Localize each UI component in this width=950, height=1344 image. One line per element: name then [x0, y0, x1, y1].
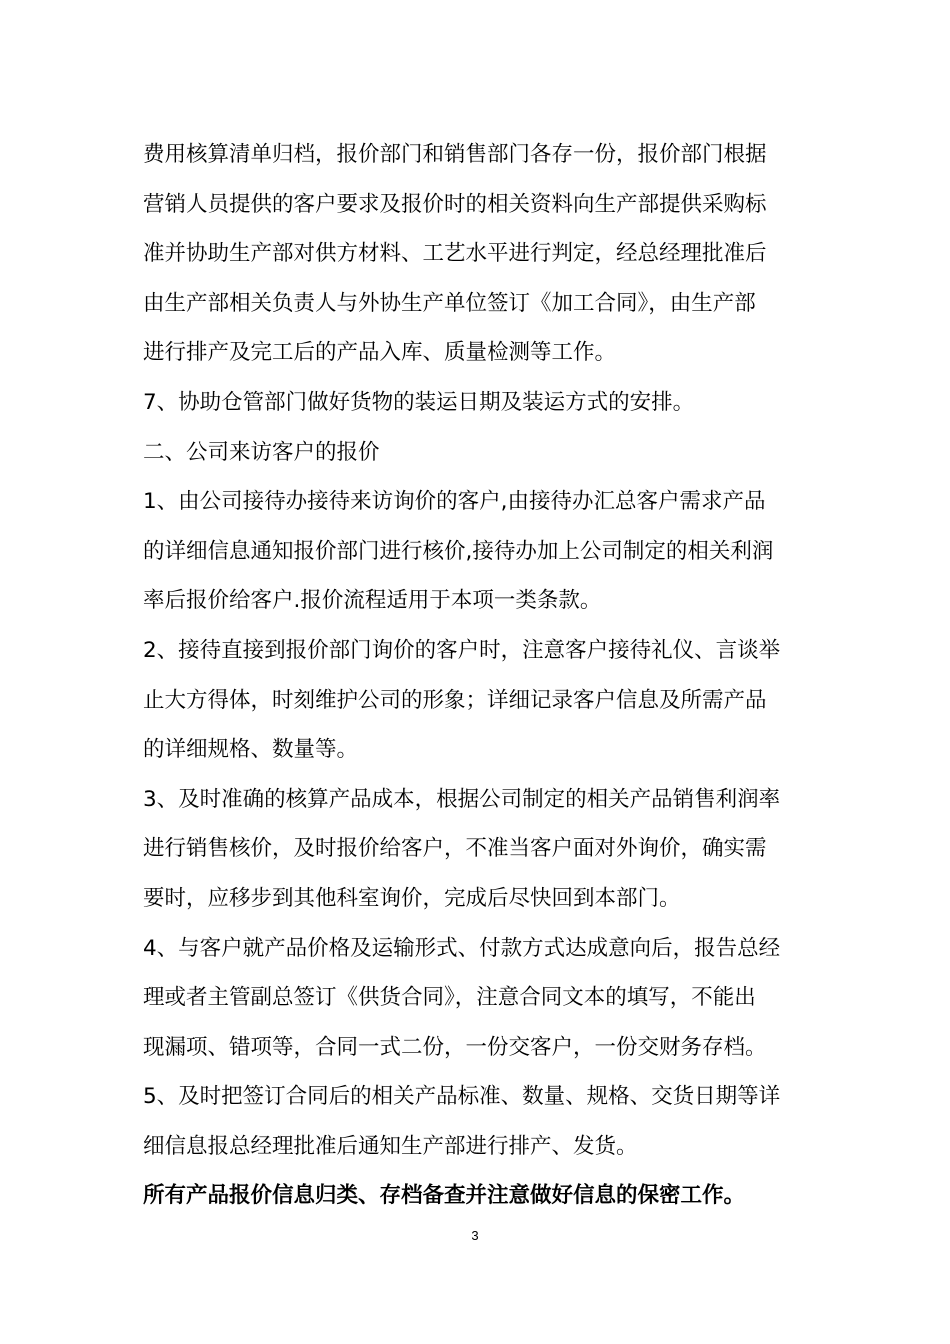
text-line: 5、及时把签订合同后的相关产品标准、数量、规格、交货日期等详	[143, 1084, 781, 1110]
page-number: 3	[471, 1228, 479, 1243]
text-line: 的详细信息通知报价部门进行核价,接待办加上公司制定的相关利润	[143, 538, 774, 564]
text-line: 的详细规格、数量等。	[143, 737, 359, 763]
text-line: 理或者主管副总签订《供货合同》，注意合同文本的填写，不能出	[143, 985, 756, 1011]
bold-summary-line: 所有产品报价信息归类、存档备查并注意做好信息的保密工作。	[143, 1183, 746, 1209]
text-line: 由生产部相关负责人与外协生产单位签订《加工合同》，由生产部	[143, 290, 756, 316]
text-line: 止大方得体，时刻维护公司的形象；详细记录客户信息及所需产品	[143, 687, 767, 713]
text-line: 率后报价给客户.报价流程适用于本项一类条款。	[143, 588, 602, 614]
text-line: 4、与客户就产品价格及运输形式、付款方式达成意向后，报告总经	[143, 935, 781, 961]
text-line: 进行销售核价，及时报价给客户，不准当客户面对外询价，确实需	[143, 836, 767, 862]
text-line: 营销人员提供的客户要求及报价时的相关资料向生产部提供采购标	[143, 191, 767, 217]
text-line: 3、及时准确的核算产品成本，根据公司制定的相关产品销售利润率	[143, 786, 781, 812]
section-heading: 二、公司来访客户的报价	[143, 439, 380, 465]
text-line: 现漏项、错项等，合同一式二份，一份交客户，一份交财务存档。	[143, 1034, 767, 1060]
text-line: 2、接待直接到报价部门询价的客户时，注意客户接待礼仪、言谈举	[143, 637, 781, 663]
text-line: 要时，应移步到其他科室询价，完成后尽快回到本部门。	[143, 885, 681, 911]
text-line: 细信息报总经理批准后通知生产部进行排产、发货。	[143, 1133, 638, 1159]
text-line: 1、由公司接待办接待来访询价的客户,由接待办汇总客户需求产品	[143, 489, 766, 515]
text-line: 7、协助仓管部门做好货物的装运日期及装运方式的安排。	[143, 389, 695, 415]
text-line: 进行排产及完工后的产品入库、质量检测等工作。	[143, 340, 617, 366]
document-body	[143, 130, 808, 1221]
text-line: 费用核算清单归档，报价部门和销售部门各存一份，报价部门根据	[143, 142, 767, 167]
text-line: 准并协助生产部对供方材料、工艺水平进行判定，经总经理批准后	[143, 241, 767, 267]
